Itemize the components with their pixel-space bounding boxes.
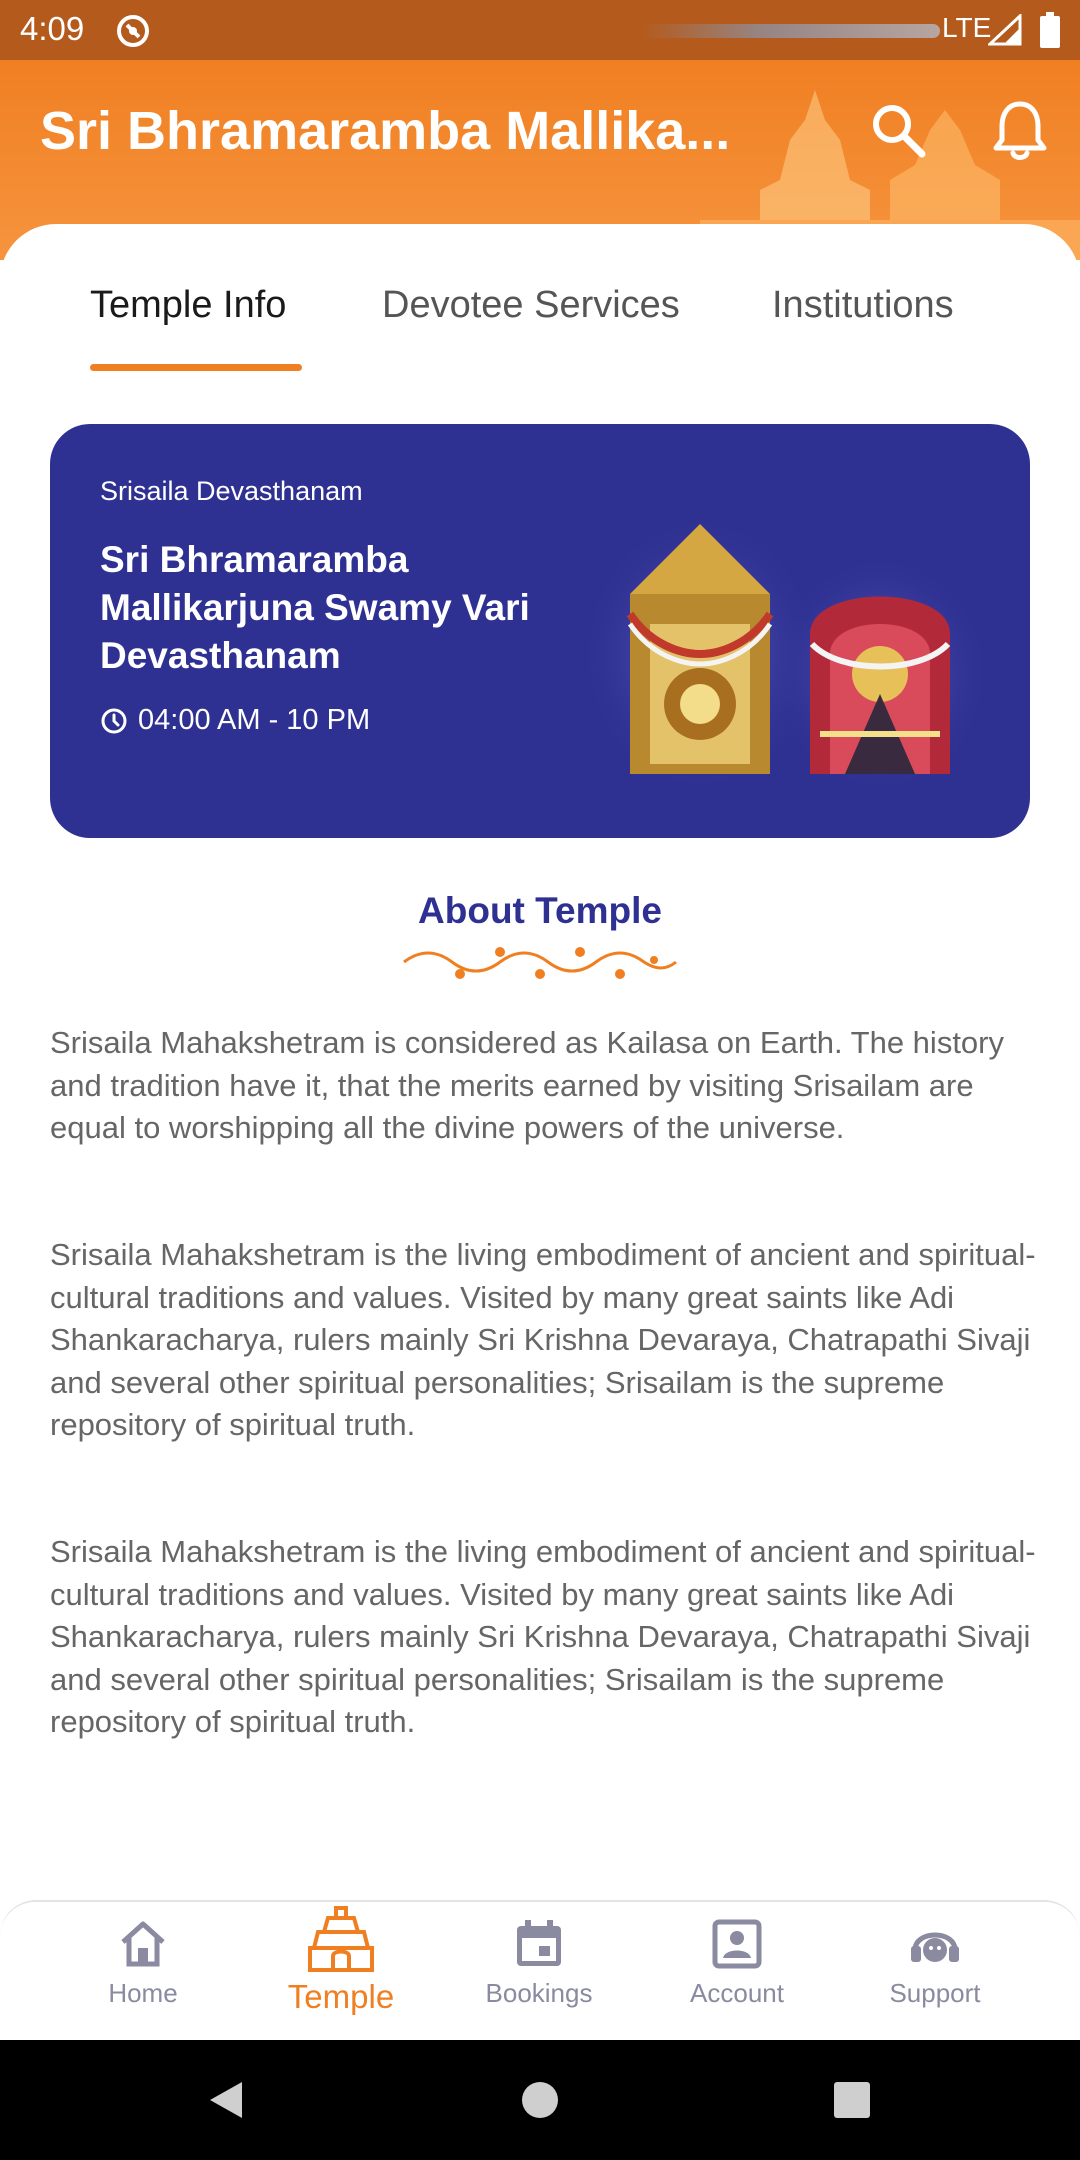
- recents-icon[interactable]: [828, 2076, 876, 2124]
- tab-bar: [0, 284, 1080, 374]
- battery-icon: [1040, 12, 1060, 48]
- temple-timing: [100, 704, 370, 737]
- tab-devotee-services[interactable]: Devotee Services: [382, 284, 680, 326]
- temple-icon: [306, 1904, 376, 1974]
- content-sheet: [0, 224, 1080, 1904]
- search-icon[interactable]: [868, 100, 928, 160]
- home-circle-icon[interactable]: [516, 2076, 564, 2124]
- nav-temple[interactable]: [256, 1916, 426, 2036]
- back-icon[interactable]: [204, 2076, 252, 2124]
- nav-account[interactable]: [652, 1916, 822, 2036]
- nav-home[interactable]: [58, 1916, 228, 2036]
- temple-info-card[interactable]: [50, 424, 1030, 838]
- calendar-icon: [511, 1916, 567, 1972]
- nav-support-label: Support: [889, 1978, 981, 2008]
- card-subtitle: Srisaila Devasthanam: [100, 476, 363, 506]
- home-icon: [115, 1916, 171, 1972]
- nav-temple-label: Temple: [287, 1978, 395, 2015]
- app-notification-icon: [116, 14, 150, 48]
- tab-temple-info[interactable]: Temple Info: [90, 284, 287, 326]
- clock-icon: [100, 707, 128, 735]
- nav-home-label: Home: [108, 1978, 178, 2008]
- card-title: Sri Bhramaramba Mallikarjuna Swamy Vari Devasthanam: [100, 539, 530, 676]
- signal-icon: [988, 14, 1022, 46]
- about-paragraph-1: Srisaila Mahakshetram is considered as Kailasa on Earth. The history and tradition have it, that the merits earned by visiting Srisailam are equal to worshipping all the divine powers of the universe.: [50, 1025, 1004, 1145]
- tab-institutions[interactable]: Institutions: [772, 284, 954, 326]
- network-type: LTE: [942, 12, 992, 43]
- decorative-divider: [400, 940, 680, 984]
- deity-images: [590, 504, 1010, 804]
- active-tab-indicator: [90, 364, 302, 371]
- status-decoration: [640, 24, 940, 38]
- notification-bell-icon[interactable]: [990, 98, 1050, 162]
- nav-bookings-label: Bookings: [485, 1978, 593, 2008]
- nav-account-label: Account: [690, 1978, 784, 2008]
- support-icon: [907, 1916, 963, 1972]
- about-paragraph-3: Srisaila Mahakshetram is the living embodiment of ancient and spiritual-cultural traditions and values. Visited by many great saints like Adi Shankaracharya, rulers mainly Sri Krishna Devaraya, Chatrapathi Sivaji and several other spiritual personalities; Srisailam is the supreme repository of spiritual truth.: [50, 1534, 1036, 1739]
- nav-bookings[interactable]: [454, 1916, 624, 2036]
- app-title: Sri Bhramaramba Mallika...: [40, 101, 731, 161]
- system-navigation-bar: [0, 2040, 1080, 2160]
- about-heading: About Temple: [418, 890, 662, 931]
- account-icon: [709, 1916, 765, 1972]
- timing-text: 04:00 AM - 10 PM: [138, 704, 371, 736]
- bottom-navigation: [0, 1900, 1080, 2040]
- status-time: 4:09: [20, 10, 85, 47]
- status-bar: [0, 0, 1080, 60]
- about-paragraph-2: Srisaila Mahakshetram is the living embodiment of ancient and spiritual-cultural traditions and values. Visited by many great saints like Adi Shankaracharya, rulers mainly Sri Krishna Devaraya, Chatrapathi Sivaji and several other spiritual personalities; Srisailam is the supreme repository of spiritual truth.: [50, 1237, 1036, 1442]
- nav-support[interactable]: [850, 1916, 1020, 2036]
